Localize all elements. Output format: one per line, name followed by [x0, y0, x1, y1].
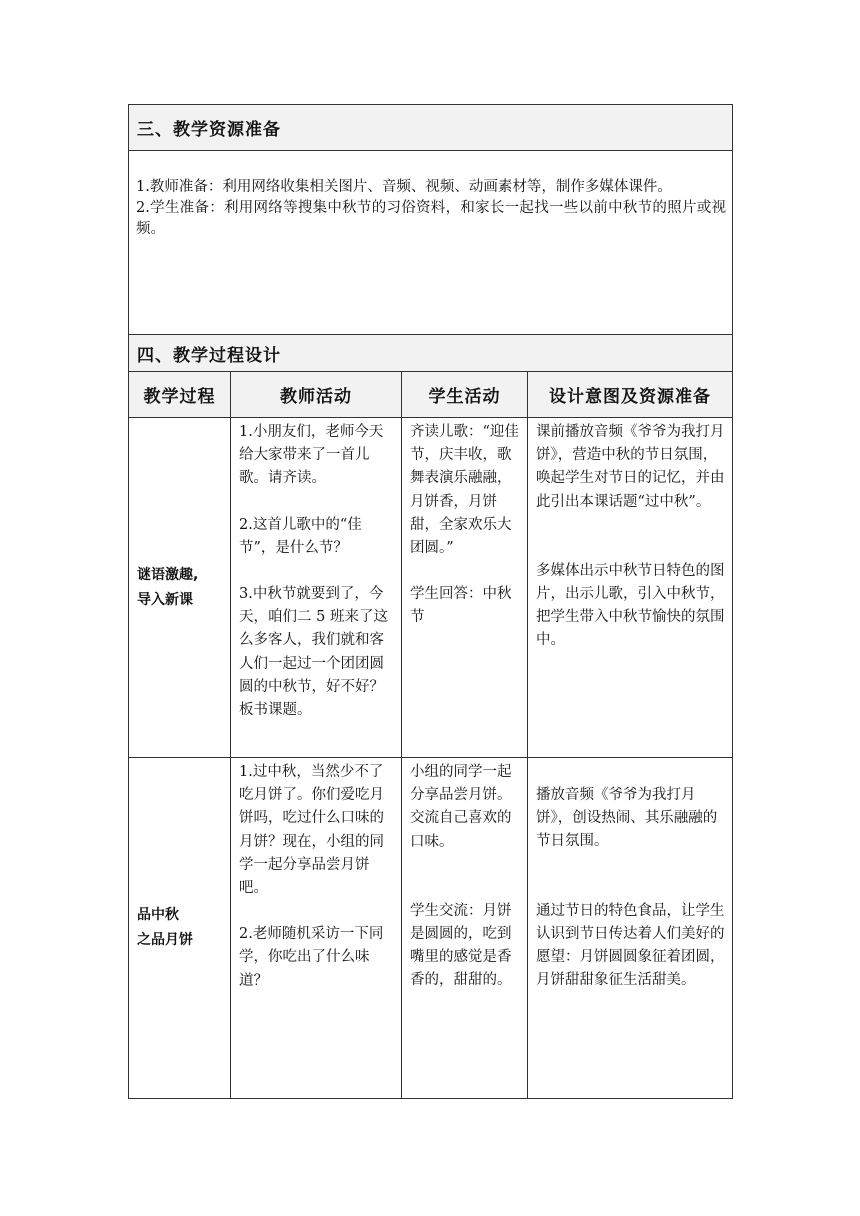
student-step: 学生回答：中秋节	[410, 586, 512, 626]
header-process: 教学过程	[129, 372, 231, 418]
student-step: 学生交流：月饼是圆圆的，吃到嘴里的感觉是香香的，甜甜的。	[410, 902, 512, 989]
header-design-intent: 设计意图及资源准备	[528, 372, 733, 418]
table-row	[129, 758, 733, 1099]
stage-line: 谜语激趣,	[137, 566, 199, 583]
design-step: 多媒体出示中秋节日特色的图片，出示儿歌，引入中秋节，把学生带入中秋节愉快的氛围中。	[536, 562, 725, 649]
prep-item-student: 2.学生准备：利用网络等搜集中秋节的习俗资料，和家长一起找一些以前中秋节的照片或视频。	[136, 200, 726, 237]
design-step: 播放音频《爷爷为我打月饼》，创设热闹、其乐融融的节日氛围。	[536, 787, 718, 850]
student-step: 齐读儿歌：“迎佳节，庆丰收，歌舞表演乐融融，月饼香，月饼甜，全家欢乐大团圆。”	[410, 424, 519, 557]
header-student-activity: 学生活动	[402, 372, 528, 418]
teacher-step: 1.小朋友们，老师今天给大家带来了一首儿歌。请齐读。	[239, 424, 384, 487]
header-teacher-activity: 教师活动	[231, 372, 402, 418]
resource-prep-content	[129, 151, 733, 335]
stage-line: 导入新课	[137, 591, 193, 608]
table-row	[129, 418, 733, 758]
stage-line: 品中秋	[137, 907, 179, 923]
student-activity-cell	[402, 418, 528, 758]
section3-title: 三、教学资源准备	[129, 105, 733, 151]
design-step: 课前播放音频《爷爷为我打月饼》，营造中秋的节日氛围，唤起学生对节日的记忆，并由此引出本课话题“过中秋”。	[536, 424, 725, 510]
teacher-step: 2.这首儿歌中的“佳节”，是什么节？	[239, 516, 362, 556]
design-step: 通过节日的特色食品，让学生认识到节日传达着人们美好的愿望：月饼圆圆象征着团圆，月饼甜甜象征生活甜美。	[536, 902, 725, 989]
stage-cell	[129, 418, 231, 758]
stage-cell	[129, 758, 231, 1099]
teacher-activity-cell	[231, 418, 402, 758]
teacher-step: 1.过中秋，当然少不了吃月饼了。你们爱吃月饼吗，吃过什么口味的月饼？现在，小组的同学一起分享品尝月饼吧。	[239, 764, 384, 897]
lesson-plan-table	[128, 104, 733, 1099]
lesson-plan-sheet	[128, 104, 732, 1099]
prep-item-teacher: 1.教师准备：利用网络收集相关图片、音频、视频、动画素材等，制作多媒体课件。	[136, 179, 672, 195]
section4-title: 四、教学过程设计	[129, 335, 733, 372]
student-activity-cell	[402, 758, 528, 1099]
teacher-step: 2.老师随机采访一下同学，你吃出了什么味道？	[239, 926, 384, 989]
design-intent-cell	[528, 418, 733, 758]
teacher-activity-cell	[231, 758, 402, 1099]
stage-line: 之品月饼	[137, 932, 193, 948]
teacher-step: 3.中秋节就要到了，今天，咱们二 5 班来了这么多客人，我们就和客人们一起过一个团团圆圆的中秋节，好不好？板书课题。	[239, 586, 388, 719]
design-intent-cell	[528, 758, 733, 1099]
student-step: 小组的同学一起分享品尝月饼。交流自己喜欢的口味。	[410, 764, 512, 850]
